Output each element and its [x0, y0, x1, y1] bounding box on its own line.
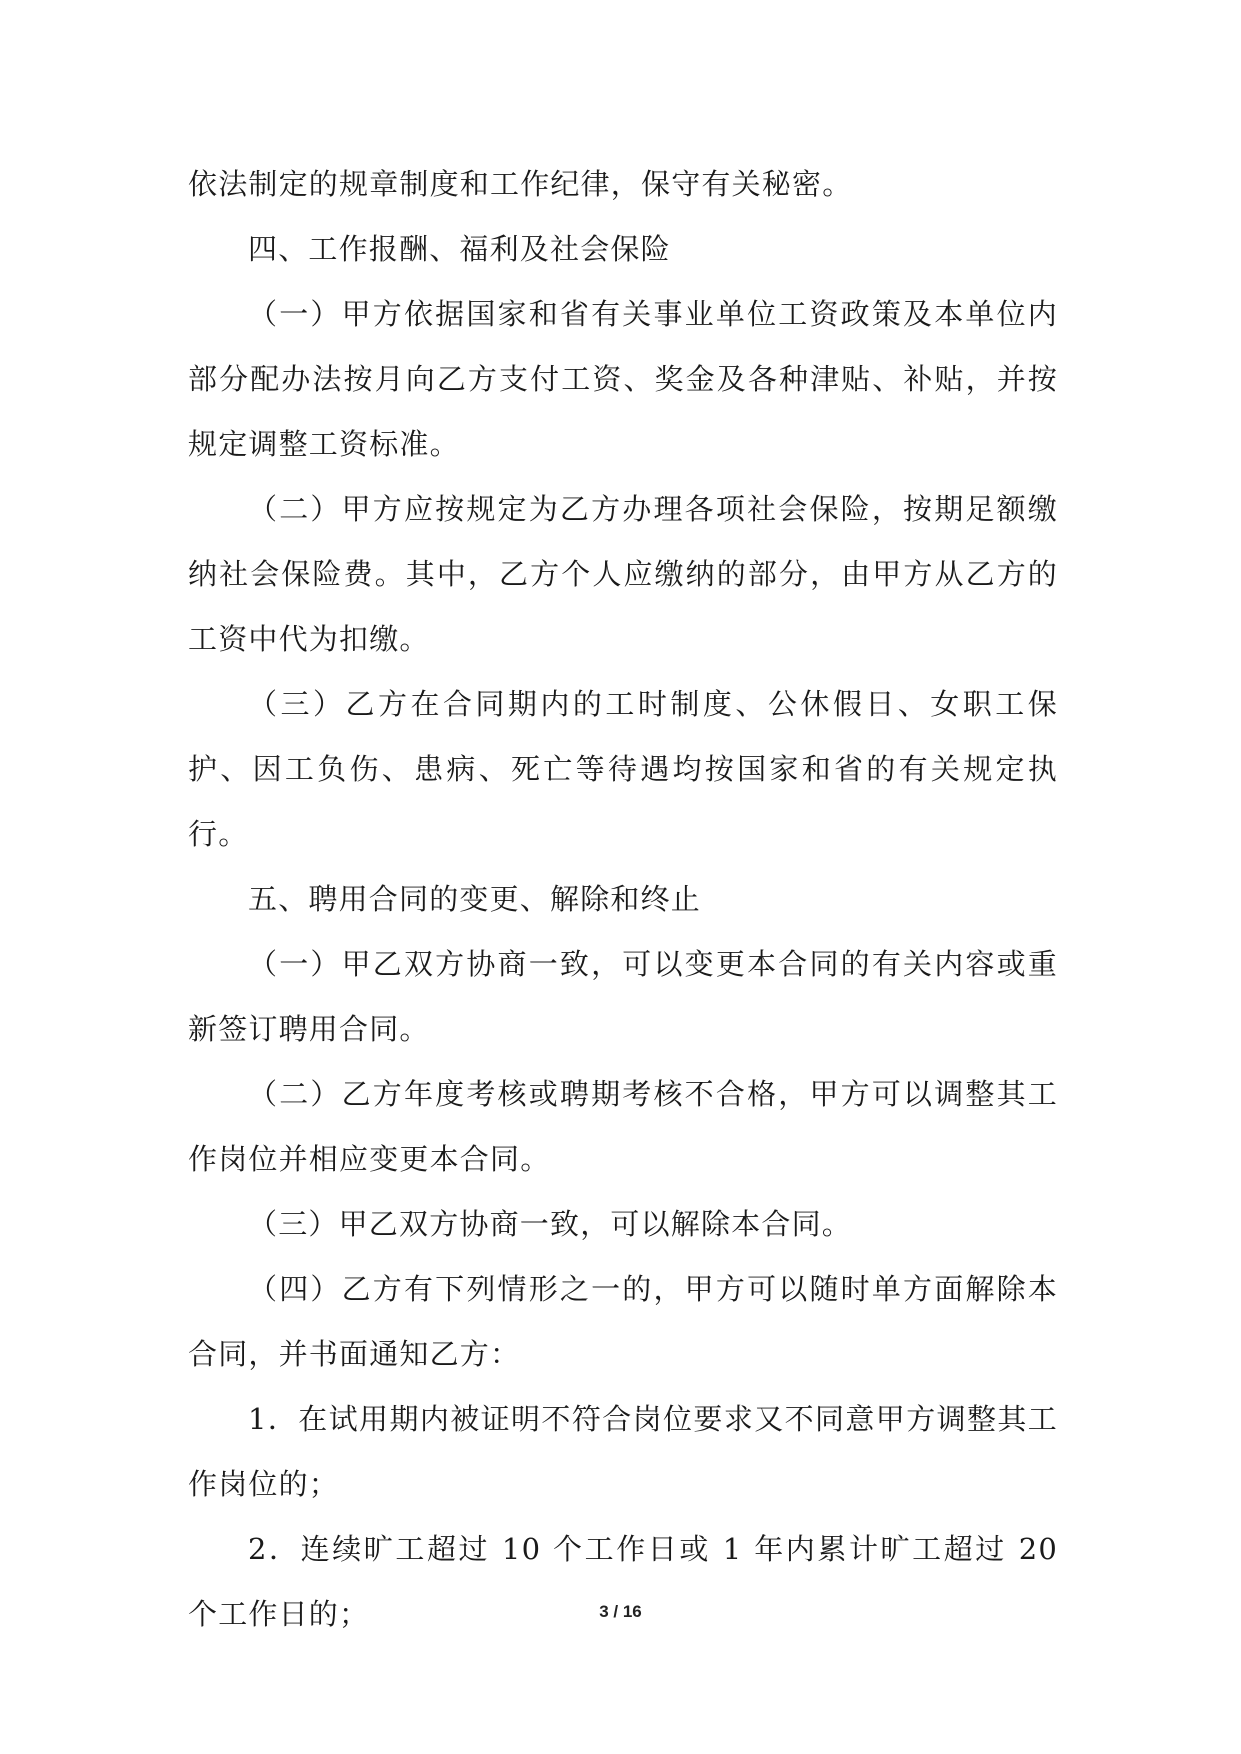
list-item-1: 1．在试用期内被证明不符合岗位要求又不同意甲方调整其工作岗位的； — [188, 1402, 1058, 1501]
section-heading-five: 五、聘用合同的变更、解除和终止 — [248, 882, 702, 916]
paragraph-continuation: 依法制定的规章制度和工作纪律，保守有关秘密。 — [188, 167, 853, 201]
clause-5-1: （一）甲乙双方协商一致，可以变更本合同的有关内容或重新签订聘用合同。 — [188, 947, 1058, 1046]
page-number: 3 / 16 — [599, 1602, 642, 1621]
clause-4-3: （三）乙方在合同期内的工时制度、公休假日、女职工保护、因工负伤、患病、死亡等待遇均按国家和省的有关规定执行。 — [188, 687, 1058, 851]
clause-4-1: （一）甲方依据国家和省有关事业单位工资政策及本单位内部分配办法按月向乙方支付工资、奖金及各种津贴、补贴，并按规定调整工资标准。 — [188, 297, 1058, 461]
clause-5-3: （三）甲乙双方协商一致，可以解除本合同。 — [248, 1207, 853, 1241]
clause-5-4: （四）乙方有下列情形之一的，甲方可以随时单方面解除本合同，并书面通知乙方： — [188, 1272, 1058, 1371]
list-item-2: 2．连续旷工超过 10 个工作日或 1 年内累计旷工超过 20 个工作日的； — [188, 1532, 1058, 1631]
clause-5-2: （二）乙方年度考核或聘期考核不合格，甲方可以调整其工作岗位并相应变更本合同。 — [188, 1077, 1058, 1176]
section-heading-four: 四、工作报酬、福利及社会保险 — [248, 232, 671, 266]
document-body — [188, 152, 1058, 1647]
clause-4-2: （二）甲方应按规定为乙方办理各项社会保险，按期足额缴纳社会保险费。其中，乙方个人应缴纳的部分，由甲方从乙方的工资中代为扣缴。 — [188, 492, 1058, 656]
